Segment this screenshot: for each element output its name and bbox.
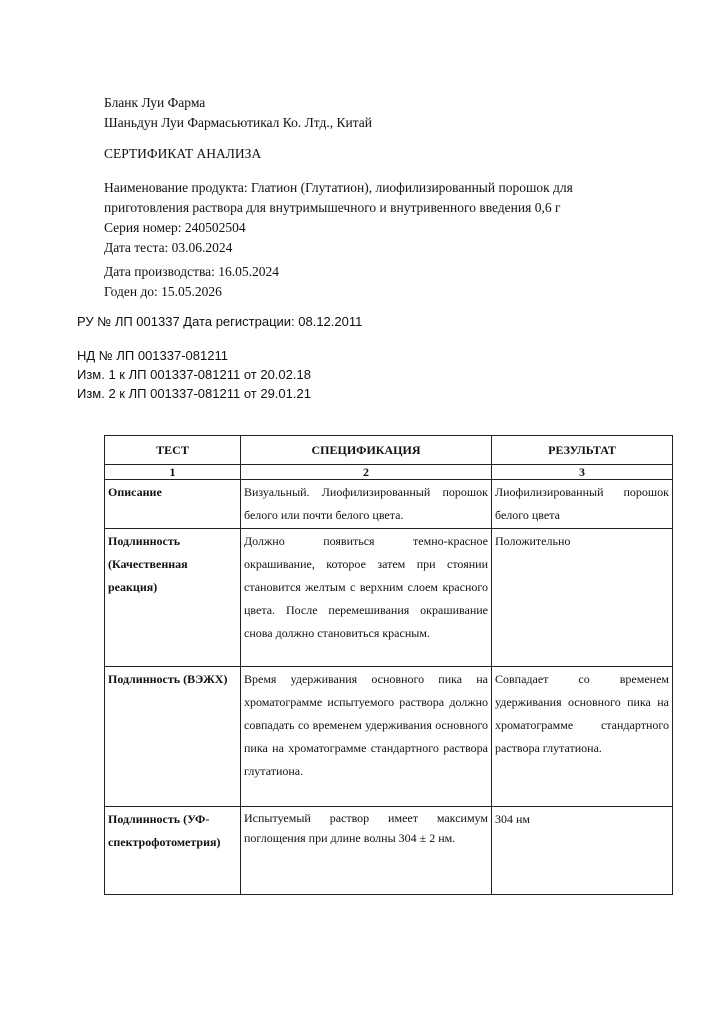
- table-row: [105, 480, 673, 529]
- header-spec: СПЕЦИФИКАЦИЯ: [241, 436, 492, 465]
- normative-docs: [77, 346, 311, 403]
- test-name: Описание: [105, 480, 241, 529]
- table-row: [105, 529, 673, 667]
- result-cell: Совпадает со временем удерживания основного пика на хроматограмме стандартного раствора глутатиона.: [492, 667, 673, 807]
- table-row: [105, 807, 673, 895]
- spec-cell: Время удерживания основного пика на хроматограмме испытуемого раствора должно совпадать со временем удерживания основного пика на хроматограмме стандартного раствора глутатиона.: [241, 667, 492, 807]
- test-name: Подлинность (Качественная реакция): [105, 529, 241, 667]
- header-result: РЕЗУЛЬТАТ: [492, 436, 673, 465]
- dates-block: [104, 262, 279, 302]
- product-info: [104, 178, 573, 258]
- test-name: Подлинность (ВЭЖХ): [105, 667, 241, 807]
- expiry-date: Годен до: 15.05.2026: [104, 284, 222, 299]
- spec-cell: Испытуемый раствор имеет максимум поглощения при длине волны 304 ± 2 нм.: [241, 807, 492, 895]
- product-name-line2: приготовления раствора для внутримышечного и внутривенного введения 0,6 г: [104, 200, 561, 215]
- registration-number: РУ № ЛП 001337 Дата регистрации: 08.12.2011: [77, 314, 363, 329]
- production-date: Дата производства: 16.05.2024: [104, 264, 280, 279]
- table-header-row: [105, 436, 673, 465]
- column-number: 3: [492, 465, 673, 480]
- company-block: [104, 93, 372, 133]
- document-title: СЕРТИФИКАТ АНАЛИЗА: [104, 146, 262, 161]
- table-row: [105, 667, 673, 807]
- column-number: 2: [241, 465, 492, 480]
- result-cell: 304 нм: [492, 807, 673, 895]
- column-number: 1: [105, 465, 241, 480]
- header-test: ТЕСТ: [105, 436, 241, 465]
- change-2: Изм. 2 к ЛП 001337-081211 от 29.01.21: [77, 386, 311, 401]
- result-cell: Положительно: [492, 529, 673, 667]
- analysis-table: [104, 435, 673, 895]
- change-1: Изм. 1 к ЛП 001337-081211 от 20.02.18: [77, 367, 311, 382]
- table-number-row: [105, 465, 673, 480]
- manufacturer-name: Шаньдун Луи Фармасьютикал Ко. Лтд., Китай: [104, 115, 372, 130]
- company-name: Бланк Луи Фарма: [104, 95, 206, 110]
- result-cell: Лиофилизированный порошок белого цвета: [492, 480, 673, 529]
- spec-cell: Визуальный. Лиофилизированный порошок белого или почти белого цвета.: [241, 480, 492, 529]
- test-name: Подлинность (УФ-спектрофотометрия): [105, 807, 241, 895]
- nd-number: НД № ЛП 001337-081211: [77, 348, 228, 363]
- batch-number: Серия номер: 240502504: [104, 220, 246, 235]
- test-date: Дата теста: 03.06.2024: [104, 240, 233, 255]
- spec-cell: Должно появиться темно-красное окрашивание, которое затем при стоянии становится желтым с верхним слоем красного цвета. После перемешивания окрашивание снова должно становиться красным.: [241, 529, 492, 667]
- product-name-line1: Наименование продукта: Глатион (Глутатион), лиофилизированный порошок для: [104, 180, 573, 195]
